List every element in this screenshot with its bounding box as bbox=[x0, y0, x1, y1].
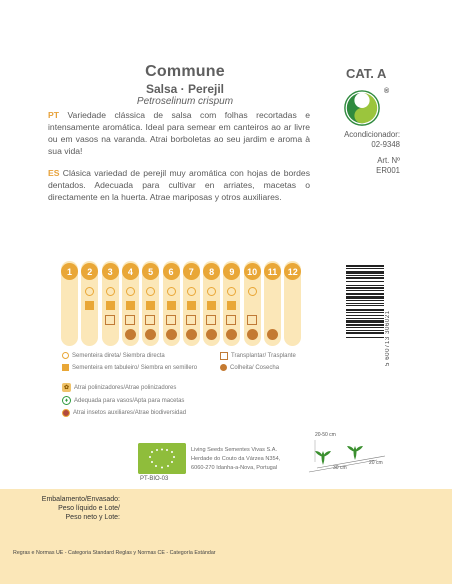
transplant-icon bbox=[226, 315, 236, 325]
month-column bbox=[122, 261, 139, 346]
transplant-icon bbox=[186, 315, 196, 325]
transplant-icon bbox=[247, 315, 257, 325]
month-column bbox=[203, 261, 220, 346]
month-column bbox=[102, 261, 119, 346]
feature-pots-label: Adequada para vasos/Apta para macetas bbox=[74, 397, 185, 404]
month-number: 6 bbox=[163, 263, 180, 280]
direct-sowing-icon bbox=[207, 287, 216, 296]
eu-organic-logo-icon bbox=[138, 443, 186, 474]
company-address-2: 6060-270 Idanha-a-Nova, Portugal bbox=[191, 465, 278, 471]
legend-direct bbox=[62, 352, 165, 359]
latin-name: Petroselinum crispum bbox=[136, 96, 234, 107]
month-column bbox=[183, 261, 200, 346]
description-es bbox=[48, 167, 310, 203]
packaging-line-2: Peso líquido e Lote/ bbox=[58, 505, 120, 512]
direct-sowing-icon bbox=[248, 287, 257, 296]
spacing-plant-label: 20 cm bbox=[369, 460, 383, 466]
harvest-icon bbox=[247, 329, 258, 340]
feature-insects bbox=[62, 409, 186, 417]
month-number: 9 bbox=[223, 263, 240, 280]
spacing-top-label: 20-50 cm bbox=[315, 432, 336, 438]
transplant-icon bbox=[166, 315, 176, 325]
company-address-1: Herdade do Couto da Várzea N354, bbox=[191, 456, 281, 462]
month-column bbox=[81, 261, 98, 346]
product-title: Commune bbox=[145, 63, 225, 80]
month-number: 8 bbox=[203, 263, 220, 280]
direct-sowing-icon bbox=[227, 287, 236, 296]
month-number: 5 bbox=[142, 263, 159, 280]
month-number: 10 bbox=[244, 263, 261, 280]
conditioner-value: 02-9348 bbox=[371, 140, 400, 149]
pt-tag: PT bbox=[48, 110, 59, 120]
direct-sowing-icon bbox=[85, 287, 94, 296]
legend-tray-label: Sementeira em tabuleiro/ Siembra en semillero bbox=[72, 364, 198, 371]
month-column bbox=[284, 261, 301, 346]
description-pt bbox=[48, 109, 310, 157]
packaging-info bbox=[42, 495, 120, 522]
pt-text: Variedade clássica de salsa com folhas recortadas e intensamente aromática. Ideal para semear em canteiros ao ar livre ou em vasos na varanda. Atrai borboletas ao seu jardim e aroma à sua vida! bbox=[48, 110, 310, 156]
harvest-icon bbox=[220, 364, 227, 371]
legend-harvest-label: Colheita/ Cosecha bbox=[230, 364, 280, 371]
article-info bbox=[318, 156, 400, 176]
conditioner-label: Acondicionador: bbox=[344, 130, 400, 139]
direct-sowing-icon bbox=[187, 287, 196, 296]
packaging-line-3: Peso neto y Lote: bbox=[65, 514, 120, 521]
company-info bbox=[191, 446, 280, 473]
legend-harvest bbox=[220, 364, 279, 371]
company-name: Living Seeds Sementes Vivas S.A. bbox=[191, 447, 278, 453]
month-number: 7 bbox=[183, 263, 200, 280]
legend-tray bbox=[62, 364, 197, 371]
tray-sowing-icon bbox=[62, 364, 69, 371]
harvest-icon bbox=[166, 329, 177, 340]
month-column bbox=[244, 261, 261, 346]
month-number: 3 bbox=[102, 263, 119, 280]
registered-mark: ® bbox=[384, 88, 390, 95]
month-number: 12 bbox=[284, 263, 301, 280]
direct-sowing-icon bbox=[126, 287, 135, 296]
direct-sowing-icon bbox=[106, 287, 115, 296]
harvest-icon bbox=[186, 329, 197, 340]
legend-transplant bbox=[220, 352, 296, 360]
transplant-icon bbox=[145, 315, 155, 325]
tray-sowing-icon bbox=[207, 301, 216, 310]
legend-transplant-label: Transplantar/ Trasplante bbox=[231, 353, 296, 359]
barcode-icon bbox=[346, 265, 384, 363]
tray-sowing-icon bbox=[146, 301, 155, 310]
article-value: ER001 bbox=[376, 166, 400, 175]
month-column bbox=[61, 261, 78, 346]
legend-direct-label: Sementeira direta/ Siembra directa bbox=[72, 352, 165, 359]
regulation-footer: Regras e Normas UE - Categoria Standard Reglas y Normas CE - Categoría Estándar bbox=[13, 550, 216, 556]
es-text: Clásica variedad de perejil muy aromática con hojas de bordes dentados. Adecuada para cultivar en arriates, macetas o directamente en la huerta. Atrae mariposas y otros auxiliares. bbox=[48, 168, 311, 202]
harvest-icon bbox=[145, 329, 156, 340]
tray-sowing-icon bbox=[106, 301, 115, 310]
barcode-digits: 5 600713 306021 bbox=[385, 310, 391, 366]
spacing-icon bbox=[305, 432, 393, 474]
direct-sowing-icon bbox=[167, 287, 176, 296]
month-column bbox=[142, 261, 159, 346]
harvest-icon bbox=[206, 329, 217, 340]
packaging-line-1: Embalamento/Envasado: bbox=[41, 496, 120, 503]
transplant-icon bbox=[206, 315, 216, 325]
harvest-icon bbox=[125, 329, 136, 340]
conditioner-info bbox=[318, 130, 400, 150]
insect-icon bbox=[62, 409, 70, 417]
pot-icon: ♦ bbox=[62, 396, 71, 405]
month-column bbox=[264, 261, 281, 346]
month-number: 2 bbox=[81, 263, 98, 280]
tray-sowing-icon bbox=[167, 301, 176, 310]
month-column bbox=[163, 261, 180, 346]
month-number: 1 bbox=[61, 263, 78, 280]
tray-sowing-icon bbox=[187, 301, 196, 310]
es-tag: ES bbox=[48, 168, 60, 178]
article-label: Art. Nº bbox=[377, 156, 400, 165]
organic-code: PT-BIO-03 bbox=[140, 476, 169, 482]
green-dot-recycle-icon bbox=[343, 89, 381, 127]
transplant-icon bbox=[105, 315, 115, 325]
tray-sowing-icon bbox=[227, 301, 236, 310]
harvest-icon bbox=[226, 329, 237, 340]
feature-pollinators bbox=[62, 383, 176, 392]
feature-pollinators-label: Atrai polinizadores/Atrae polinizadores bbox=[74, 384, 177, 391]
product-subtitle: Salsa · Perejil bbox=[145, 82, 225, 96]
spacing-row-label: 30 cm bbox=[333, 465, 347, 471]
tray-sowing-icon bbox=[126, 301, 135, 310]
category-label: CAT. A bbox=[346, 66, 387, 81]
harvest-icon bbox=[267, 329, 278, 340]
transplant-icon bbox=[220, 352, 228, 360]
month-column bbox=[223, 261, 240, 346]
direct-sowing-icon bbox=[146, 287, 155, 296]
transplant-icon bbox=[125, 315, 135, 325]
feature-insects-label: Atrai insetos auxiliares/Atrae biodiversidad bbox=[73, 410, 187, 416]
month-number: 4 bbox=[122, 263, 139, 280]
feature-pots bbox=[62, 396, 184, 405]
month-number: 11 bbox=[264, 263, 281, 280]
planting-spacing-diagram bbox=[305, 432, 393, 474]
bee-icon: ✿ bbox=[63, 385, 70, 391]
direct-sowing-icon bbox=[62, 352, 69, 359]
tray-sowing-icon bbox=[85, 301, 94, 310]
